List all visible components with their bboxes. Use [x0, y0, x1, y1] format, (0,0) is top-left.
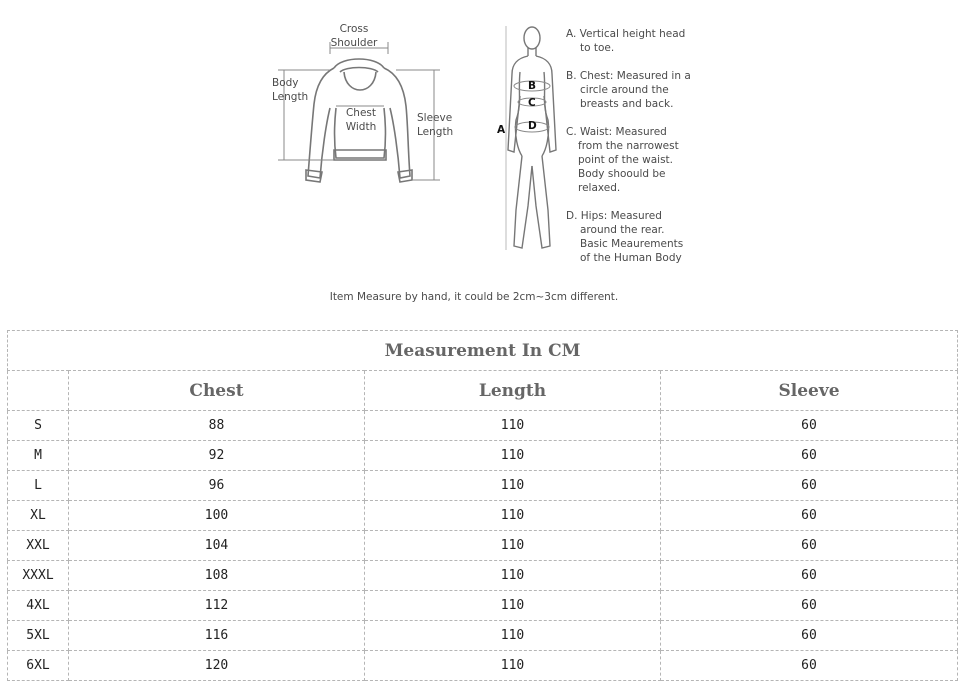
chest-width-label: Chest Width: [345, 107, 377, 133]
size-cell: 4XL: [8, 591, 69, 621]
header-chest: Chest: [69, 371, 365, 411]
header-size: [8, 371, 69, 411]
chest-cell: 104: [69, 531, 365, 561]
table-row: [8, 471, 958, 501]
chest-cell: 112: [69, 591, 365, 621]
table-row: [8, 531, 958, 561]
note-a: A. Vertical height head to toe.: [566, 28, 686, 54]
note-c: C. Waist: Measured from the narrowest point of the waist. Body shoould be relaxed.: [566, 126, 679, 194]
table-title-row: [8, 331, 958, 371]
table-row: [8, 591, 958, 621]
sleeve-cell: 60: [661, 411, 958, 441]
chest-cell: 100: [69, 501, 365, 531]
size-cell: XXL: [8, 531, 69, 561]
sleeve-cell: 60: [661, 591, 958, 621]
chest-cell: 120: [69, 651, 365, 681]
size-cell: S: [8, 411, 69, 441]
chest-cell: 92: [69, 441, 365, 471]
figure-letter-b: B: [528, 80, 537, 92]
length-cell: 110: [365, 531, 661, 561]
size-cell: XL: [8, 501, 69, 531]
size-cell: 6XL: [8, 651, 69, 681]
body-outline: [508, 27, 556, 248]
length-cell: 110: [365, 441, 661, 471]
figure-letter-a: A: [497, 124, 506, 136]
table-row: [8, 501, 958, 531]
measure-disclaimer: Item Measure by hand, it could be 2cm~3cm different.: [329, 291, 619, 303]
header-length: Length: [365, 371, 661, 411]
table-row: [8, 621, 958, 651]
figure-letter-d: D: [528, 120, 537, 132]
chest-cell: 88: [69, 411, 365, 441]
chest-cell: 116: [69, 621, 365, 651]
table-title: Measurement In CM: [8, 331, 958, 371]
table-header-row: [8, 371, 958, 411]
length-cell: 110: [365, 591, 661, 621]
length-cell: 110: [365, 501, 661, 531]
table-row: [8, 441, 958, 471]
sleeve-cell: 60: [661, 651, 958, 681]
table-row: [8, 411, 958, 441]
length-cell: 110: [365, 621, 661, 651]
cross-shoulder-label: Cross Shoulder: [330, 23, 378, 49]
sleeve-length-label: Sleeve Length: [417, 112, 454, 138]
human-figure: [0, 0, 962, 290]
note-b: B. Chest: Measured in a circle around the breasts and back.: [566, 70, 691, 110]
sleeve-cell: 60: [661, 501, 958, 531]
length-cell: 110: [365, 561, 661, 591]
size-table-wrapper: [7, 330, 957, 681]
table-row: [8, 651, 958, 681]
figure-letter-c: C: [528, 97, 536, 109]
table-row: [8, 561, 958, 591]
measurement-figure-area: [0, 0, 962, 325]
sleeve-cell: 60: [661, 441, 958, 471]
sleeve-cell: 60: [661, 531, 958, 561]
size-cell: L: [8, 471, 69, 501]
length-cell: 110: [365, 411, 661, 441]
size-cell: M: [8, 441, 69, 471]
sleeve-cell: 60: [661, 561, 958, 591]
size-cell: XXXL: [8, 561, 69, 591]
sleeve-cell: 60: [661, 621, 958, 651]
body-length-label: Body Length: [272, 77, 309, 103]
chest-cell: 108: [69, 561, 365, 591]
body-measure-rings: [506, 26, 550, 250]
length-cell: 110: [365, 471, 661, 501]
sleeve-cell: 60: [661, 471, 958, 501]
chest-cell: 96: [69, 471, 365, 501]
size-table: [7, 330, 958, 681]
note-d: D. Hips: Measured around the rear. Basic Meaurements of the Human Body: [566, 210, 684, 264]
header-sleeve: Sleeve: [661, 371, 958, 411]
length-cell: 110: [365, 651, 661, 681]
size-cell: 5XL: [8, 621, 69, 651]
